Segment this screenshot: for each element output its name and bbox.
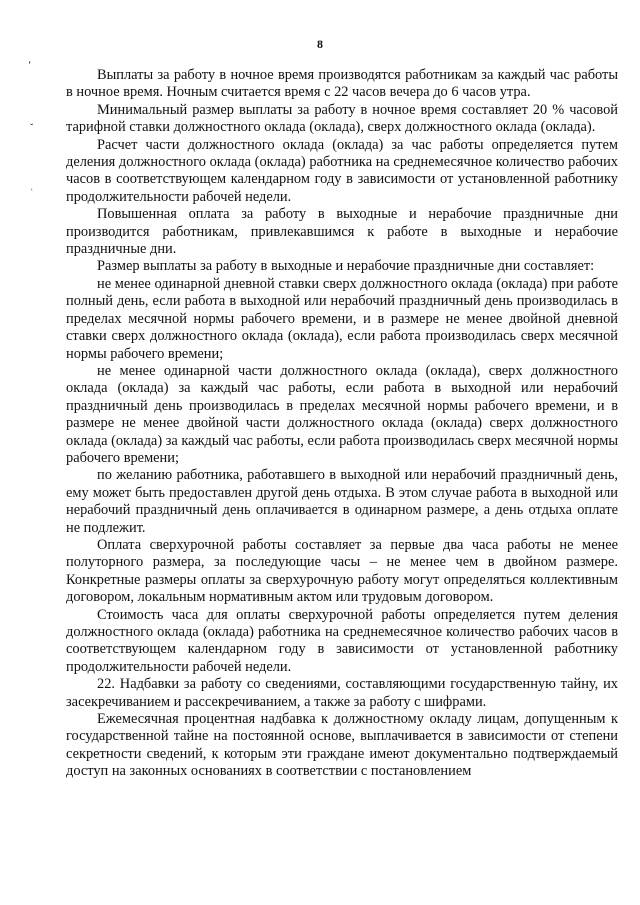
page-number: 8 xyxy=(317,37,323,51)
paragraph-section-22-heading: 22. Надбавки за работу со сведениями, составляющими государственную тайну, их засекречиванием и рассекречиванием, а также за работу с шифрами. xyxy=(66,676,618,710)
margin-mark: ʻ xyxy=(28,60,32,71)
document-body xyxy=(66,67,618,781)
paragraph-overtime-hour-cost: Стоимость часа для оплаты сверхурочной работы определяется путем деления должностного оклада (оклада) работника на среднемесячное количество рабочих часов в соответствующем календарном году в зависимости от установленной работнику продолжительности рабочей недели. xyxy=(66,606,618,675)
paragraph-holiday-increased-pay: Повышенная оплата за работу в выходные и нерабочие праздничные дни производится работникам, привлекавшимся к работе в выходные и нерабочие праздничные дни. xyxy=(66,206,618,258)
margin-mark: ˓ xyxy=(30,183,34,194)
paragraph-night-work-minimum: Минимальный размер выплаты за работу в ночное время составляет 20 % часовой тарифной ставки должностного оклада (оклада), сверх должностного оклада (оклада). xyxy=(66,101,618,136)
paragraph-night-work-payment: Выплаты за работу в ночное время производятся работникам за каждый час работы в ночное время. Ночным считается время с 22 часов вечера до 6 часов утра. xyxy=(66,67,618,101)
paragraph-holiday-pay-size: Размер выплаты за работу в выходные и нерабочие праздничные дни составляет: xyxy=(97,258,595,275)
paragraph-secrecy-allowance: Ежемесячная процентная надбавка к должностному окладу лицам, допущенным к государственной тайне на постоянной основе, выплачивается в зависимости от степени секретности сведений, к которым эти граждане имеют документально подтверждаемый доступ на законных основаниях в соответствии с постановлением xyxy=(66,711,618,780)
paragraph-day-off-option: по желанию работника, работавшего в выходной или нерабочий праздничный день, ему может быть предоставлен другой день отдыха. В этом случае работа в выходной или нерабочий праздничный день оплачивается в одинарном размере, а день отдыха оплате не подлежит. xyxy=(66,467,618,536)
paragraph-full-day-rate: не менее одинарной дневной ставки сверх должностного оклада (оклада) при работе полный день, если работа в выходной или нерабочий праздничный день производилась в пределах месячной нормы рабочего времени, и в размере не менее двойной дневной ставки сверх должностного оклада (оклада), если работа производилась сверх месячной нормы рабочего времени; xyxy=(66,275,618,362)
margin-mark: ˇ xyxy=(30,123,34,134)
paragraph-hourly-calculation: Расчет части должностного оклада (оклада) за час работы определяется путем деления должностного оклада (оклада) работника на среднемесячное количество рабочих часов в соответствующем календарном году в зависимости от установленной работнику продолжительности рабочей недели. xyxy=(66,136,618,205)
paragraph-overtime-pay: Оплата сверхурочной работы составляет за первые два часа работы не менее полуторного размера, за последующие часы – не менее чем в двойном размере. Конкретные размеры оплаты за сверхурочную работу могут определяться коллективным договором, локальным нормативным актом или трудовым договором. xyxy=(66,536,618,606)
paragraph-hourly-rate: не менее одинарной части должностного оклада (оклада), сверх должностного оклада (оклада) за каждый час работы, если работа в выходной или нерабочий праздничный день производилась в пределах месячной нормы рабочего времени, и в размере не менее двойной части должностного оклада (оклада) сверх должностного оклада (оклада) за каждый час работы, если работа производилась сверх месячной нормы рабочего времени; xyxy=(66,362,618,466)
